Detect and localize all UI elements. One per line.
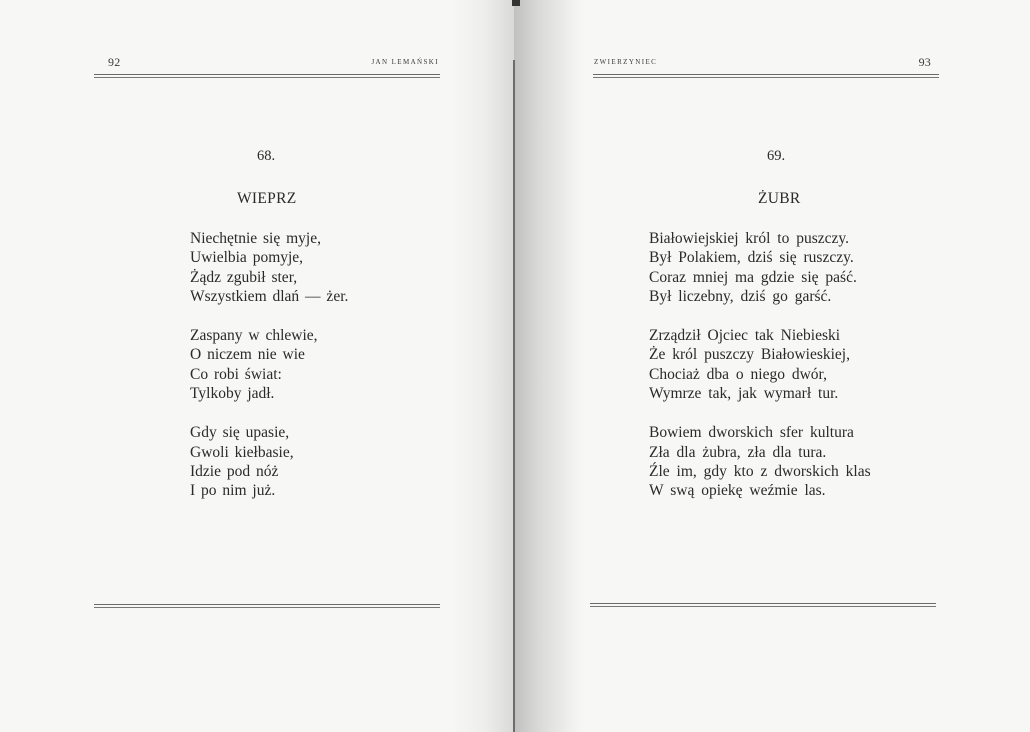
stanza [190, 229, 348, 306]
verse-line: Był liczebny, dziś go garść. [649, 287, 832, 305]
running-title-right: ZWIERZYNIEC [594, 58, 658, 66]
stanza [649, 326, 871, 403]
poem-body [190, 229, 348, 521]
poem-body [649, 229, 871, 521]
page-number-left: 92 [108, 55, 121, 69]
gutter-shadow-right [514, 0, 584, 732]
running-head-left [93, 55, 441, 71]
verse-line: Białowiejskiej król to puszczy. [649, 230, 849, 247]
header-rule-right [593, 74, 939, 78]
left-page [0, 0, 514, 732]
page-number-right: 93 [918, 55, 931, 69]
spine-binding-mark [512, 0, 520, 6]
gutter-shadow-left [450, 0, 514, 732]
verse-line: W swą opiekę weźmie las. [649, 482, 826, 500]
verse-line: Tylkoby jadł. [190, 385, 275, 403]
verse-line: Źle im, gdy kto z dworskich klas [649, 462, 871, 480]
footer-rule-left [94, 604, 440, 608]
poem-number: 68. [257, 148, 276, 164]
verse-line: Uwielbia pomyje, [190, 249, 304, 267]
verse-line: Co robi świat: [190, 365, 282, 383]
stanza [649, 229, 871, 306]
verse-line: Chociaż dba o niego dwór, [649, 365, 827, 383]
stanza [190, 326, 348, 403]
verse-line: Zrządził Ojciec tak Niebieski [649, 327, 841, 345]
verse-line: Żądz zgubił ster, [190, 268, 298, 286]
verse-line: I po nim już. [190, 482, 276, 500]
book-spine [513, 60, 515, 732]
verse-line: Niechętnie się myje, [190, 230, 321, 247]
verse-line: O niczem nie wie [190, 346, 305, 364]
running-title-left: JAN LEMAŃSKI [371, 58, 439, 66]
verse-line: Gwoli kiełbasie, [190, 443, 294, 461]
header-rule-left [94, 74, 440, 78]
verse-line: Był Polakiem, dziś się ruszczy. [649, 249, 854, 267]
verse-line: Bowiem dworskich sfer kultura [649, 424, 854, 442]
poem-number: 69. [767, 148, 786, 164]
stanza [649, 423, 871, 500]
verse-line: Idzie pod nóż [190, 462, 279, 480]
verse-line: Że król puszczy Białowieskiej, [649, 346, 850, 364]
verse-line: Zła dla żubra, zła dla tura. [649, 443, 827, 461]
stanza [190, 423, 348, 500]
verse-line: Zaspany w chlewie, [190, 327, 318, 345]
verse-line: Wszystkiem dlań — żer. [190, 287, 349, 305]
footer-rule-right [590, 603, 936, 607]
verse-line: Wymrze tak, jak wymarł tur. [649, 385, 839, 403]
verse-line: Coraz mniej ma gdzie się paść. [649, 268, 857, 286]
verse-line: Gdy się upasie, [190, 424, 290, 442]
poem-title: WIEPRZ [237, 190, 297, 207]
running-head-right [593, 55, 941, 71]
poem-title: ŻUBR [758, 190, 801, 207]
